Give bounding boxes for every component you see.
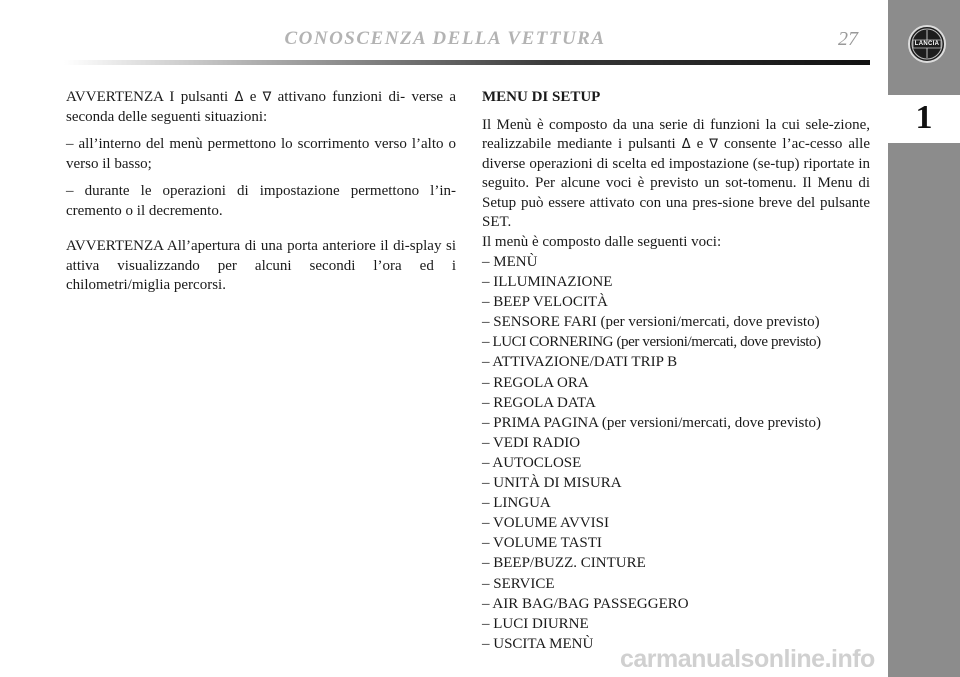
warning-buttons-paragraph — [66, 88, 456, 127]
list-item: – LINGUA — [482, 495, 551, 512]
header-divider — [64, 60, 870, 65]
list-item-increment: – durante le operazioni di impostazione permettono l’in-cremento o il decremento. — [66, 183, 456, 219]
list-item-scroll: – all’interno del menù permettono lo scorrimento verso l’alto o verso il basso; — [66, 136, 456, 172]
list-item: – ATTIVAZIONE/DATI TRIP B — [482, 354, 678, 371]
left-column — [66, 88, 456, 296]
list-item: – BEEP/BUZZ. CINTURE — [482, 555, 646, 572]
list-intro: Il menù è composto dalle seguenti voci: — [482, 233, 722, 250]
list-item: – LUCI DIURNE — [482, 615, 589, 632]
list-item: – REGOLA ORA — [482, 374, 589, 391]
warning-text-continued: attivano funzioni di- — [277, 89, 406, 105]
setup-intro-paragraph — [482, 116, 870, 233]
warning-text: AVVERTENZA I pulsanti — [66, 89, 229, 105]
intro-text-continued: consente l’ac-cesso alle diverse operazioni di scelta ed impostazione (se-tup) riportate in seguito. Per alcune voci è previsto un sot-tomenu. Il Menu di Setup può essere attivato con una pres-sione breve del pulsante SET. — [482, 136, 870, 230]
conjunction-text: e — [696, 136, 704, 152]
list-item: – UNITÀ DI MISURA — [482, 475, 622, 492]
warning-door-paragraph: AVVERTENZA All’apertura di una porta anteriore il di-splay si attiva visualizzando per alcuni secondi l’ora ed i chilometri/miglia percorsi. — [66, 238, 456, 293]
down-triangle-icon: ∇ — [262, 90, 272, 105]
list-item: – MENÙ — [482, 254, 538, 270]
list-item: – ILLUMINAZIONE — [482, 274, 613, 291]
intro-text: Il Menù è composto da una serie di funzioni la cui sele-zione, realizzabile mediante i pulsanti — [482, 116, 870, 152]
list-item: – SENSORE FARI (per versioni/mercati, dove previsto) — [482, 314, 820, 331]
page-number: 27 — [838, 28, 858, 50]
list-item: – VEDI RADIO — [482, 434, 581, 451]
list-item: – BEEP VELOCITÀ — [482, 294, 608, 311]
list-item: – PRIMA PAGINA (per versioni/mercati, dove previsto) — [482, 414, 821, 431]
up-triangle-icon: Δ — [234, 90, 244, 105]
warning-text-end: verse a seconda delle seguenti situazioni: — [66, 89, 457, 125]
logo-text: LANCIA — [914, 41, 940, 47]
up-triangle-icon: Δ — [681, 137, 691, 152]
chapter-number: 1 — [915, 99, 933, 136]
list-item: – AIR BAG/BAG PASSEGGERO — [482, 595, 689, 612]
watermark: carmanualsonline.info — [620, 645, 875, 673]
section-title: MENU DI SETUP — [482, 89, 601, 105]
setup-menu-list — [482, 252, 870, 654]
list-item: – REGOLA DATA — [482, 394, 596, 411]
chapter-tab[interactable] — [888, 95, 960, 143]
conjunction-text: e — [249, 89, 257, 105]
right-column — [482, 88, 870, 654]
page-header-title: CONOSCENZA DELLA VETTURA — [284, 28, 606, 49]
list-item: – LUCI CORNERING (per versioni/mercati, dove previsto) — [482, 334, 821, 351]
list-item: – AUTOCLOSE — [482, 454, 582, 471]
list-item: – USCITA MENÙ — [482, 635, 594, 652]
list-item: – SERVICE — [482, 575, 555, 592]
lancia-logo-icon — [908, 25, 946, 63]
list-item: – VOLUME AVVISI — [482, 515, 609, 532]
list-item: – VOLUME TASTI — [482, 535, 602, 552]
down-triangle-icon: ∇ — [709, 137, 718, 152]
